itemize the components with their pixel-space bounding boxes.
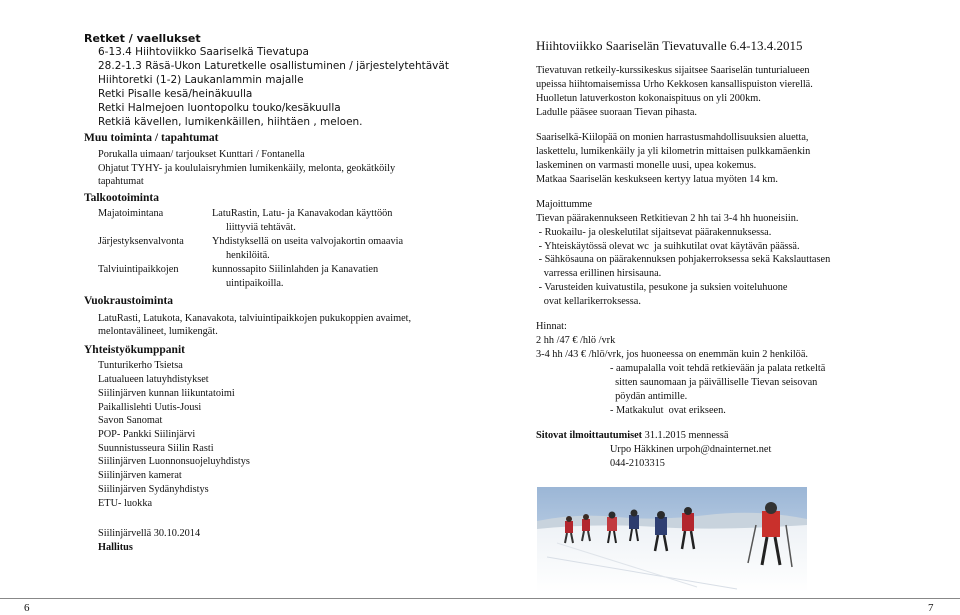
page-number-left: 6 — [24, 602, 30, 614]
retket-item: Hiihtoretki (1-2) Laukanlammin majalle — [98, 74, 304, 86]
majoitus-line: - Ruokailu- ja oleskelutilat sijaitsevat päärakennuksessa. — [536, 227, 772, 238]
talko-text: uintipaikoilla. — [226, 278, 284, 289]
partner-item: Siilinjärven kamerat — [98, 470, 182, 481]
hinnat-note: - Matkakulut ovat erikseen. — [610, 405, 726, 416]
hinnat-line: 3-4 hh /43 € /hlö/vrk, jos huoneessa on enemmän kuin 2 henkilöä. — [536, 349, 808, 360]
talko-text: Yhdistyksellä on useita valvojakortin omaavia — [212, 236, 404, 247]
vuokra-heading: Vuokraustoiminta — [84, 295, 174, 307]
intro-line: Ladulle pääsee suoraan Tievan pihasta. — [536, 107, 697, 118]
majoitus-line: varressa erillinen hirsisauna. — [536, 268, 662, 279]
talko-text: LatuRastin, Latu- ja Kanavakodan käyttöön — [212, 208, 393, 219]
partner-item: Latualueen latuyhdistykset — [98, 374, 209, 385]
vuokra-line: melontavälineet, lumikengät. — [98, 326, 218, 337]
retket-heading: Retket / vaellukset — [84, 32, 201, 45]
partner-item: ETU- luokka — [98, 498, 153, 509]
partner-item: Savon Sanomat — [98, 415, 163, 426]
page-number-right: 7 — [928, 602, 934, 614]
hinnat-note: sitten saunomaan ja päivälliselle Tievan seisovan — [610, 377, 818, 388]
registration-deadline — [536, 430, 728, 441]
intro-line: upeissa hiihtomaisemissa Urho Kekkosen kansallispuiston vierellä. — [536, 79, 813, 90]
vuokra-line: LatuRasti, Latukota, Kanavakota, talviuintipaikkojen pukukoppien avaimet, — [98, 313, 412, 324]
intro-line: Huolletun latuverkoston kokonaispituus on yli 200km. — [536, 93, 761, 104]
talko-heading: Talkootoiminta — [84, 192, 159, 204]
retket-item: 6-13.4 Hiihtoviikko Saariselkä Tievatupa — [98, 46, 309, 58]
majoitus-heading: Majoittumme — [536, 199, 593, 210]
talko-text: henkilöitä. — [226, 250, 270, 261]
majoitus-line: Tievan päärakennukseen Retkitievan 2 hh tai 3-4 hh huoneisiin. — [536, 213, 799, 224]
muu-heading: Muu toiminta / tapahtumat — [84, 132, 219, 144]
kiilopaa-line: laskeminen on varmasti monelle uusi, upea kokemus. — [536, 160, 757, 171]
retket-item: Retki Halmejoen luontopolku touko/kesäkuulla — [98, 102, 341, 114]
kiilopaa-line: Saariselkä-Kiilopää on monien harrastusmahdollisuuksien aluetta, — [536, 132, 809, 143]
footer-divider — [0, 598, 960, 599]
muu-line: Porukalla uimaan/ tarjoukset Kunttari / Fontanella — [98, 149, 305, 160]
majoitus-line: - Yhteiskäytössä olevat wc ja suihkutilat ovat käytävän päässä. — [536, 241, 800, 252]
majoitus-line: - Varusteiden kuivatustila, pesukone ja suksien voiteluhuone — [536, 282, 788, 293]
kiilopaa-line: Matkaa Saariselän keskukseen kertyy latua myöten 14 km. — [536, 174, 778, 185]
hinnat-heading: Hinnat: — [536, 321, 567, 332]
talko-text: kunnossapito Siilinlahden ja Kanavatien — [212, 264, 379, 275]
partner-item: Siilinjärven Sydänyhdistys — [98, 484, 209, 495]
partner-item: POP- Pankki Siilinjärvi — [98, 429, 196, 440]
retket-item: Retki Pisalle kesä/heinäkuulla — [98, 88, 253, 100]
hinnat-line: 2 hh /47 € /hlö /vrk — [536, 335, 616, 346]
registration-date: 31.1.2015 mennessä — [642, 430, 729, 441]
hinnat-note: pöydän antimille. — [610, 391, 688, 402]
majoitus-line: - Sähkösauna on päärakennuksen pohjakerroksessa sekä Kakslauttasen — [536, 254, 831, 265]
hinnat-note: - aamupalalla voit tehdä retkievään ja palata retkeltä — [610, 363, 826, 374]
muu-line: Ohjatut TYHY- ja koululaisryhmien lumikenkäily, melonta, geokätköily — [98, 163, 396, 174]
intro-line: Tievatuvan retkeily-kurssikeskus sijaitsee Saariselän tunturialueen — [536, 65, 810, 76]
partner-item: Suunnistusseura Siilin Rasti — [98, 443, 214, 454]
talko-label: Majatoimintana — [98, 208, 164, 219]
signature-place: Siilinjärvellä 30.10.2014 — [98, 528, 201, 539]
yhteistyo-heading: Yhteistyökumppanit — [84, 344, 185, 356]
talko-text: liittyviä tehtävät. — [226, 222, 296, 233]
signature-by: Hallitus — [98, 542, 133, 553]
majoitus-line: ovat kellarikerroksessa. — [536, 296, 641, 307]
partner-item: Paikallislehti Uutis-Jousi — [98, 402, 202, 413]
partner-item: Siilinjärven Luonnonsuojeluyhdistys — [98, 456, 250, 467]
registration-label: Sitovat ilmoittautumiset — [536, 430, 643, 441]
partner-item: Siilinjärven kunnan liikuntatoimi — [98, 388, 235, 399]
retket-item: 28.2-1.3 Räsä-Ukon Laturetkelle osallistuminen / järjestelytehtävät — [98, 60, 449, 72]
contact-phone: 044-2103315 — [610, 458, 665, 469]
muu-line: tapahtumat — [98, 176, 144, 187]
talko-label: Talviuintipaikkojen — [98, 264, 179, 275]
skiers-photo — [537, 487, 807, 592]
talko-label: Järjestyksenvalvonta — [98, 236, 184, 247]
contact-name: Urpo Häkkinen urpoh@dnainternet.net — [610, 444, 772, 455]
page-title: Hiihtoviikko Saariselän Tievatuvalle 6.4-13.4.2015 — [536, 38, 803, 53]
partner-item: Tunturikerho Tsietsa — [98, 360, 183, 371]
kiilopaa-line: laskettelu, lumikenkäily ja yli kilometrin mittaisen pulkkamäenkin — [536, 146, 811, 157]
retket-item: Retkiä kävellen, lumikenkäillen, hiihtäen , meloen. — [98, 116, 363, 128]
